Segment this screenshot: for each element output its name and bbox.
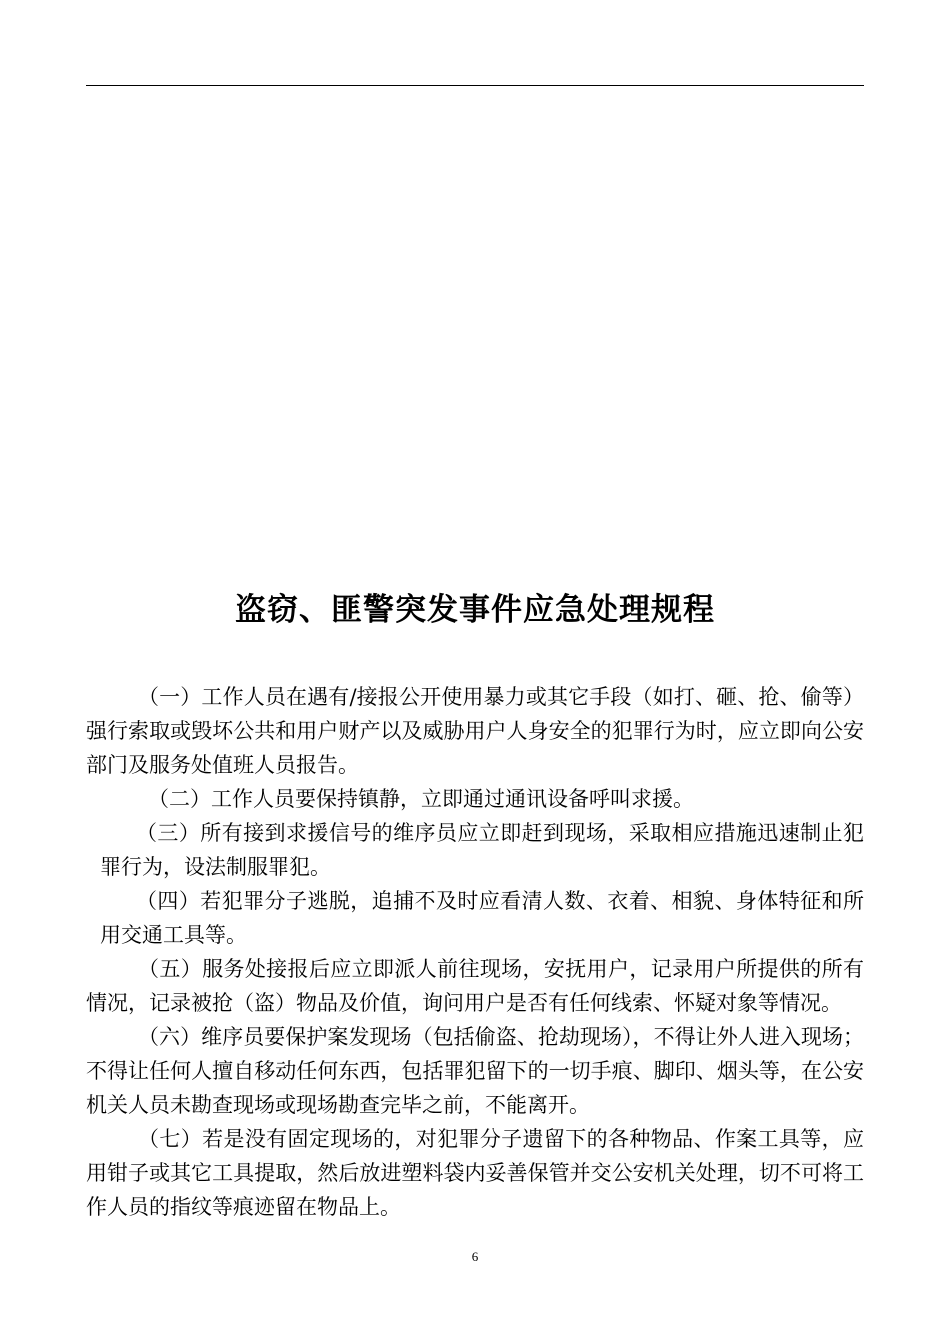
- paragraph-2: （二）工作人员要保持镇静，立即通过通讯设备呼叫求援。: [148, 787, 694, 811]
- page-number: 6: [471, 1249, 479, 1264]
- paragraph-7: （七）若是没有固定现场的，对犯罪分子遗留下的各种物品、作案工具等，应用钳子或其它工具提取，然后放进塑料袋内妥善保管并交公安机关处理，切不可将工作人员的指纹等痕迹留在物品上。: [86, 1127, 864, 1219]
- document-body: [86, 680, 864, 1224]
- paragraph-6: （六）维序员要保护案发现场（包括偷盗、抢劫现场），不得让外人进入现场；不得让任何人擅自移动任何东西，包括罪犯留下的一切手痕、脚印、烟头等，在公安机关人员未勘查现场或现场勘查完毕之前，不能离开。: [86, 1025, 864, 1117]
- paragraph-4: （四）若犯罪分子逃脱，追捕不及时应看清人数、衣着、相貌、身体特征和所用交通工具等。: [100, 889, 864, 947]
- header-rule: [86, 85, 864, 86]
- paragraph-5: （五）服务处接报后应立即派人前往现场，安抚用户，记录用户所提供的所有情况，记录被抢（盗）物品及价值，询问用户是否有任何线索、怀疑对象等情况。: [86, 957, 864, 1015]
- document-title: 盗窃、匪警突发事件应急处理规程: [235, 592, 715, 628]
- paragraph-1: （一）工作人员在遇有/接报公开使用暴力或其它手段（如打、砸、抢、偷等）强行索取或毁坏公共和用户财产以及威胁用户人身安全的犯罪行为时，应立即向公安部门及服务处值班人员报告。: [86, 685, 864, 777]
- paragraph-3: （三）所有接到求援信号的维序员应立即赶到现场，采取相应措施迅速制止犯罪行为，设法制服罪犯。: [100, 821, 864, 879]
